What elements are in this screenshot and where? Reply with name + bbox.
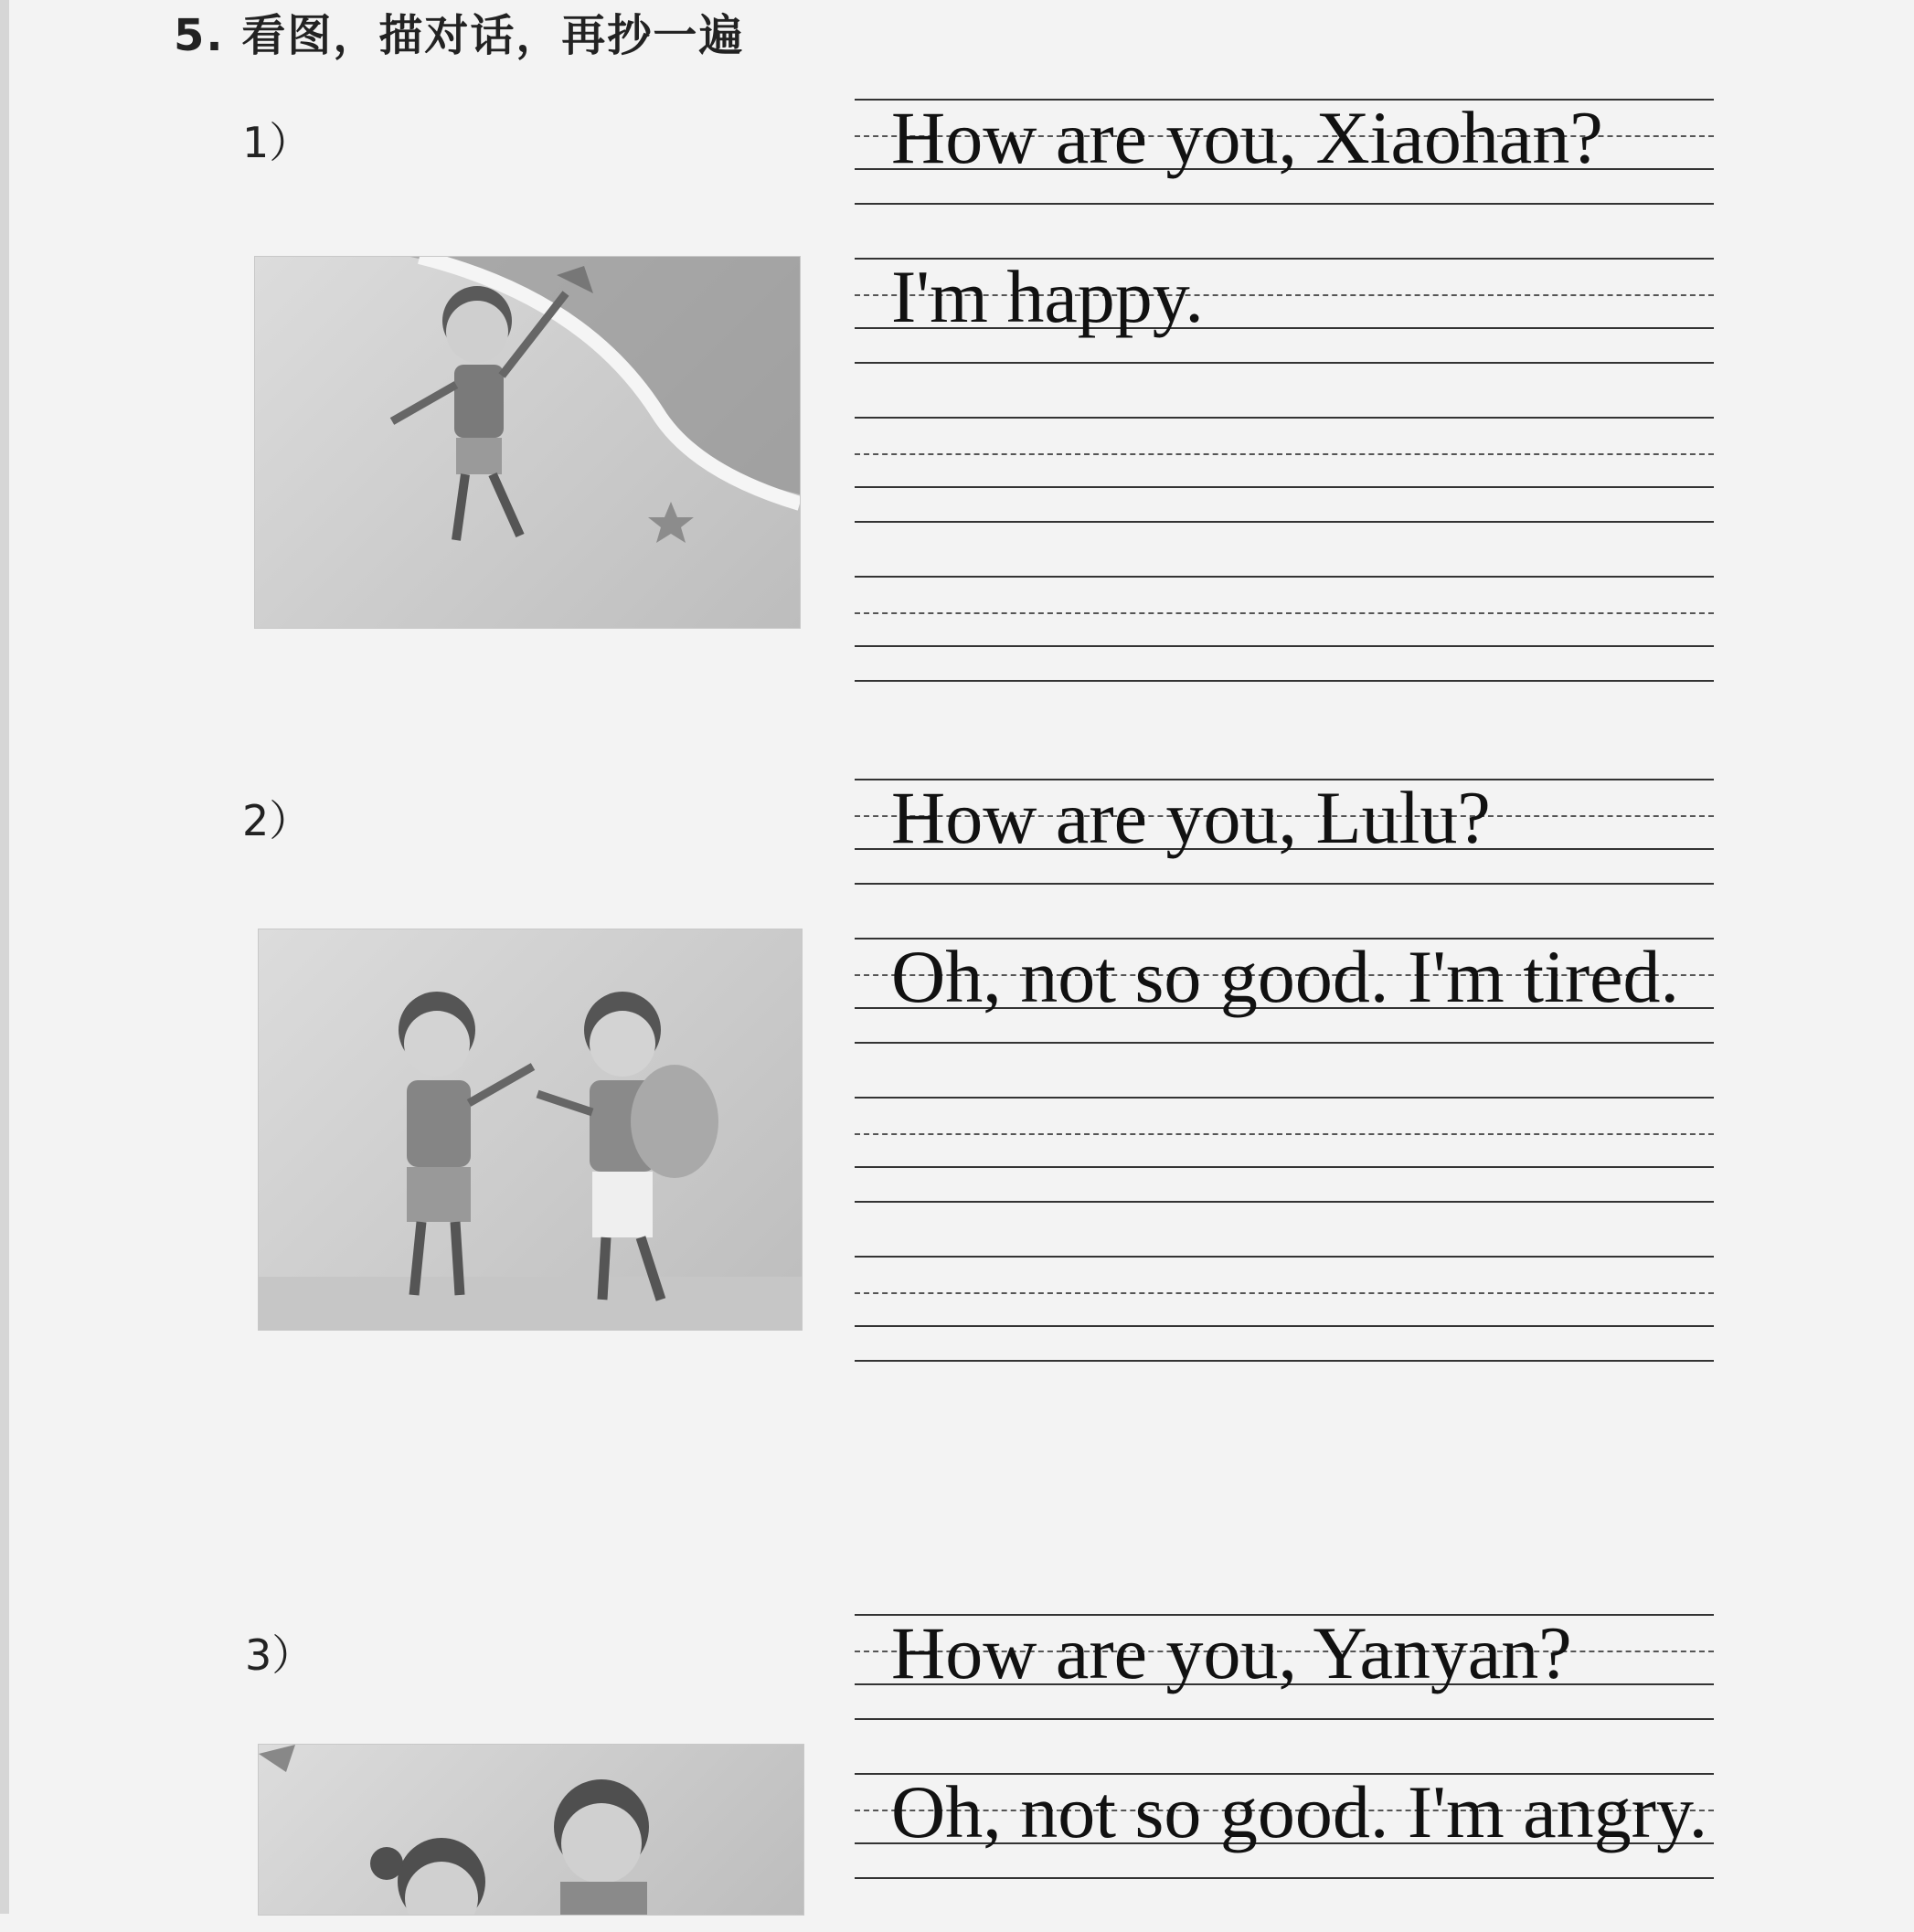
writing-line-blank[interactable] [855,1256,1714,1362]
trace-sentence-1a: How are you, Xiaohan? [891,96,1603,179]
writing-line-blank[interactable] [855,417,1714,523]
item-number-3: 3） [245,1630,314,1680]
writing-line-blank[interactable] [855,1097,1714,1203]
trace-sentence-3a: How are you, Yanyan? [891,1611,1572,1694]
trace-sentence-2b: Oh, not so good. I'm tired. [891,935,1680,1018]
writing-line[interactable] [855,776,1714,885]
exercise-title: 5. 看图，描对话，再抄一遍 [174,10,745,61]
writing-line[interactable] [855,96,1714,205]
page-edge-shadow [0,0,9,1914]
trace-sentence-2a: How are you, Lulu? [891,776,1491,859]
boy-on-beach-illustration [254,256,801,629]
writing-line-blank[interactable] [855,576,1714,682]
writing-line[interactable] [855,935,1714,1044]
two-kids-talking-illustration [258,929,803,1331]
writing-line[interactable] [855,1770,1714,1879]
writing-area-1[interactable] [855,96,1714,735]
writing-area-3[interactable] [855,1611,1714,1932]
writing-line[interactable] [855,255,1714,364]
two-kids-upset-illustration [258,1744,804,1916]
trace-sentence-3b: Oh, not so good. I'm angry. [891,1770,1708,1853]
item-number-2: 2） [242,796,312,845]
writing-line[interactable] [855,1611,1714,1720]
trace-sentence-1b: I'm happy. [891,255,1204,338]
writing-area-2[interactable] [855,776,1714,1415]
item-number-1: 1） [242,118,312,167]
